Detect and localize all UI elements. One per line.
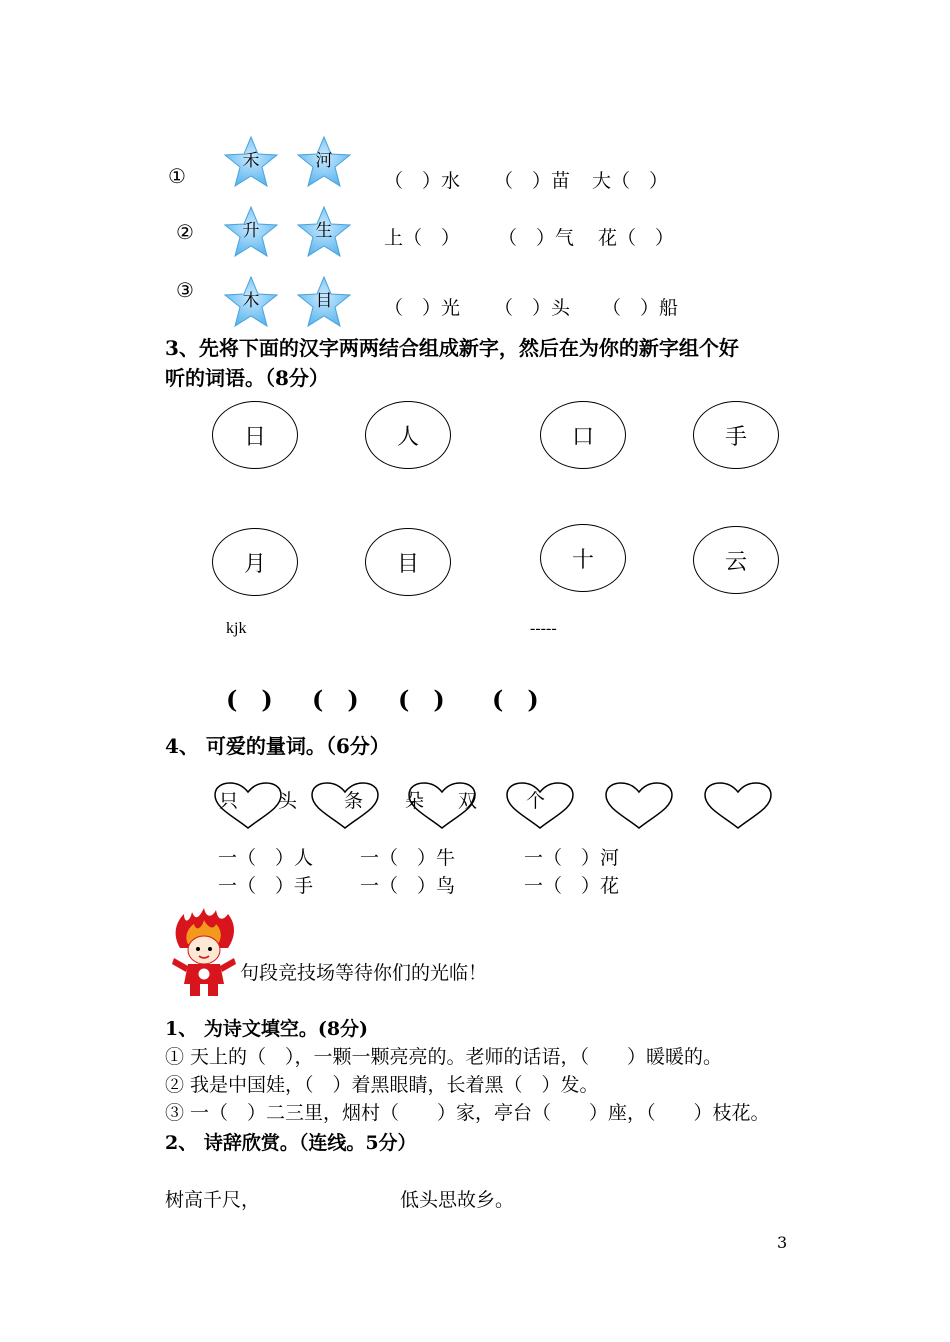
measure-word: 只 <box>219 790 239 812</box>
measure-item: 一（ ）牛 <box>360 847 456 869</box>
poem-line: ③ 一（ ）二三里，烟村（ ）家，亭台（ ）座，（ ）枝花。 <box>165 1102 770 1124</box>
measure-item: 一（ ）鸟 <box>360 875 456 897</box>
heart-shape <box>604 782 674 830</box>
row-number: ② <box>176 220 194 244</box>
fill-item: （ ）水 <box>384 170 461 192</box>
poem-line: ① 天上的（ ），一颗一颗亮亮的。老师的话语，（ ）暖暖的。 <box>165 1046 723 1068</box>
answer-parens: ( ) <box>492 685 539 714</box>
oval-char: 目 <box>396 552 419 577</box>
star-char: 禾 <box>242 151 260 171</box>
star-char: 生 <box>315 221 333 241</box>
match-right: 低头思故乡。 <box>400 1189 515 1211</box>
page-number: 3 <box>777 1233 788 1252</box>
oval-char: 云 <box>724 550 747 575</box>
star-shape <box>297 206 351 258</box>
fill-item: 上（ ） <box>384 227 461 249</box>
fill-item: （ ）苗 <box>494 170 571 192</box>
oval-char: 日 <box>243 425 266 450</box>
row-number: ③ <box>176 278 194 302</box>
star-char: 木 <box>242 291 260 311</box>
oval-char: 手 <box>724 425 747 450</box>
answer-parens: ( ) <box>312 685 359 714</box>
measure-word: 双 <box>458 790 478 812</box>
poem-line: ② 我是中国娃，（ ）着黑眼睛，长着黑（ ）发。 <box>165 1074 599 1096</box>
oval-char: 十 <box>571 548 594 573</box>
measure-word: 朵 <box>405 790 425 812</box>
measure-item: 一（ ）人 <box>218 847 314 869</box>
char-oval <box>212 528 298 596</box>
match-left: 树高千尺， <box>165 1189 261 1211</box>
note-right: ----- <box>530 620 557 637</box>
fill-item: （ ）光 <box>384 297 461 319</box>
fill-item: 花（ ） <box>598 227 675 249</box>
star-char: 升 <box>242 221 260 241</box>
fill-item: （ ）气 <box>498 227 575 249</box>
answer-parens: ( ) <box>226 685 273 714</box>
fill-item: （ ）头 <box>494 297 571 319</box>
char-oval <box>540 401 626 469</box>
q3-title-line1: 3、先将下面的汉字两两结合组成新字，然后在为你的新字组个好 <box>165 336 739 360</box>
fill-item: 大（ ） <box>592 170 669 192</box>
char-oval <box>693 401 779 469</box>
char-oval <box>212 401 298 469</box>
star-char: 目 <box>315 291 333 311</box>
mascot-icon <box>166 908 242 998</box>
char-oval <box>365 528 451 596</box>
fill-item: （ ）船 <box>602 297 679 319</box>
row-number: ① <box>168 164 186 188</box>
char-oval <box>365 401 451 469</box>
heart-shape <box>703 782 773 830</box>
measure-word: 个 <box>526 790 546 812</box>
measure-item: 一（ ）花 <box>524 875 620 897</box>
answer-parens: ( ) <box>398 685 445 714</box>
measure-word: 头 <box>278 790 298 812</box>
char-oval <box>693 526 779 594</box>
note-left: kjk <box>226 620 247 637</box>
star-shape <box>224 136 278 188</box>
q3-title-line2: 听的词语。（8分） <box>165 366 329 390</box>
star-shape <box>224 206 278 258</box>
poem-q1-title: 1、 为诗文填空。(8分) <box>165 1018 369 1040</box>
star-char: 河 <box>315 151 333 171</box>
banner-text: 句段竞技场等待你们的光临！ <box>240 962 488 984</box>
star-shape <box>297 276 351 328</box>
char-oval <box>540 524 626 592</box>
oval-char: 人 <box>396 425 419 450</box>
poem-q2-title: 2、 诗辞欣赏。（连线。5分） <box>165 1132 417 1154</box>
star-shape <box>224 276 278 328</box>
measure-word: 条 <box>344 790 364 812</box>
star-shape <box>297 136 351 188</box>
measure-item: 一（ ）河 <box>524 847 620 869</box>
measure-item: 一（ ）手 <box>218 875 314 897</box>
q4-title: 4、 可爱的量词。（6分） <box>165 734 390 758</box>
oval-char: 口 <box>571 425 594 450</box>
oval-char: 月 <box>243 552 266 577</box>
